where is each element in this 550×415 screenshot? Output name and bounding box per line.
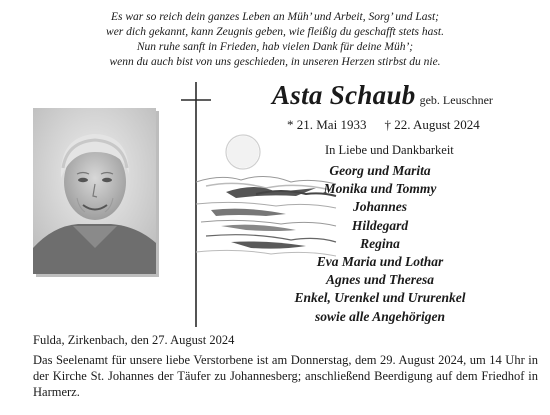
mourners-list [290,162,470,326]
life-dates [287,117,480,133]
poem [0,10,550,70]
birth-date: * 21. Mai 1933 [287,117,367,132]
list-item: Hildegard [351,217,409,233]
poem-line: Nun ruhe sanft in Frieden, hab vielen Dank für deine Müh’; [136,41,414,53]
poem-line: wer dich gekannt, kann Zeugnis geben, wie fleißig du geschafft stets hast. [106,26,444,38]
deceased-name: Asta Schaub [272,80,416,110]
list-item: Monika und Tommy [323,181,437,197]
list-item: Enkel, Urenkel und Ururenkel [294,290,466,306]
list-item: Regina [360,235,400,251]
poem-line: Es war so reich dein ganzes Leben an Müh’ und Arbeit, Sorg’ und Last; [111,11,439,23]
list-item: Eva Maria und Lothar [316,254,444,270]
name-line [272,80,493,111]
poem-line: wenn du auch bist von uns geschieden, in unseren Herzen stirbst du nie. [109,56,441,68]
death-date: † 22. August 2024 [384,117,480,132]
list-item: sowie alle Angehörigen [314,308,445,324]
place-and-date: Fulda, Zirkenbach, den 27. August 2024 [33,333,235,347]
service-announcement: Das Seelenamt für unsere liebe Verstorbene ist am Donnerstag, dem 29. August 2024, um 14 Uhr in der Kirche St. Johannes der Täufer zu Johannesberg; anschließend Beerdigung auf dem Friedhof in Harmerz. [33,353,538,399]
list-item: Georg und Marita [329,163,431,178]
mourners-intro: In Liebe und Dankbarkeit [325,143,454,157]
portrait-image [33,108,156,274]
portrait-photo [33,108,156,274]
list-item: Johannes [352,199,408,215]
list-item: Agnes und Theresa [325,272,435,288]
maiden-name: geb. Leuschner [419,93,493,107]
